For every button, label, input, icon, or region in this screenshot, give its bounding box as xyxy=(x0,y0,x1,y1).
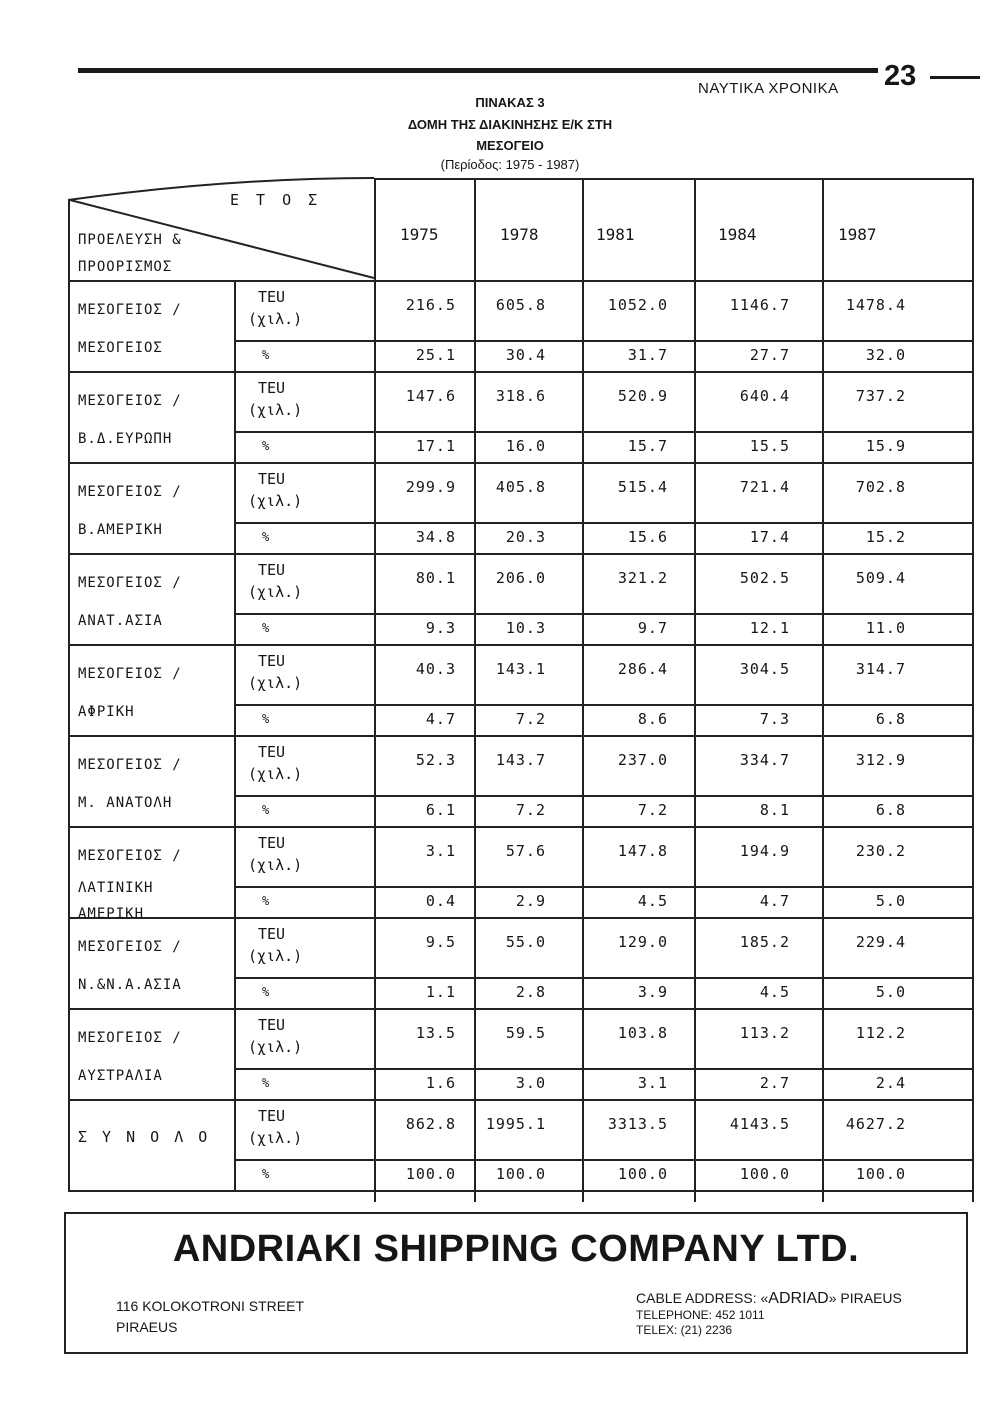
route-destination: Β.ΑΜΕΡΙΚΗ xyxy=(78,522,163,538)
teu-unit-label: (χιλ.) xyxy=(248,492,303,510)
year-header: 1987 xyxy=(838,225,877,244)
table-title: ΠΙΝΑΚΑΣ 3 xyxy=(475,95,545,110)
percent-value: 17.4 xyxy=(749,528,790,546)
percent-value: 6.1 xyxy=(425,801,456,819)
teu-label: TEU xyxy=(258,834,286,852)
year-header: 1975 xyxy=(400,225,439,244)
teu-value: 737.2 xyxy=(855,387,906,405)
teu-label: TEU xyxy=(258,561,286,579)
teu-value: 405.8 xyxy=(495,478,546,496)
sub-row-separator xyxy=(234,431,972,433)
teu-value: 509.4 xyxy=(855,569,906,587)
sub-row-separator xyxy=(234,340,972,342)
row-separator xyxy=(68,917,972,919)
percent-value: 15.6 xyxy=(627,528,668,546)
year-header: 1984 xyxy=(718,225,757,244)
sub-row-separator xyxy=(234,977,972,979)
teu-unit-label: (χιλ.) xyxy=(248,674,303,692)
percent-value: 6.8 xyxy=(875,801,906,819)
teu-unit-label: (χιλ.) xyxy=(248,1129,303,1147)
cable-name: ADRIAD xyxy=(768,1290,829,1307)
teu-value: 147.6 xyxy=(405,387,456,405)
column-separator xyxy=(972,178,974,1202)
sub-row-separator xyxy=(234,795,972,797)
teu-value: 640.4 xyxy=(739,387,790,405)
percent-value: 7.2 xyxy=(515,710,546,728)
teu-value: 3313.5 xyxy=(607,1115,668,1133)
teu-value: 314.7 xyxy=(855,660,906,678)
sub-row-separator xyxy=(234,1159,972,1161)
year-header: 1978 xyxy=(500,225,539,244)
row-separator xyxy=(68,1190,972,1192)
percent-label: % xyxy=(262,985,270,999)
teu-value: 520.9 xyxy=(617,387,668,405)
percent-value: 100.0 xyxy=(617,1165,668,1183)
percent-value: 1.6 xyxy=(425,1074,456,1092)
percent-value: 7.2 xyxy=(637,801,668,819)
percent-value: 100.0 xyxy=(495,1165,546,1183)
teu-value: 206.0 xyxy=(495,569,546,587)
percent-label: % xyxy=(262,1076,270,1090)
teu-value: 13.5 xyxy=(415,1024,456,1042)
teu-value: 40.3 xyxy=(415,660,456,678)
teu-label: TEU xyxy=(258,652,286,670)
cable-suffix: » PIRAEUS xyxy=(828,1290,902,1306)
telephone: TELEPHONE: 452 1011 xyxy=(636,1308,765,1322)
teu-value: 59.5 xyxy=(505,1024,546,1042)
percent-value: 4.7 xyxy=(425,710,456,728)
percent-value: 4.5 xyxy=(759,983,790,1001)
company-name: ANDRIAKI SHIPPING COMPANY LTD. xyxy=(172,1228,860,1270)
percent-value: 3.9 xyxy=(637,983,668,1001)
teu-label: TEU xyxy=(258,379,286,397)
percent-label: % xyxy=(262,348,270,362)
advertisement-box xyxy=(64,1212,968,1354)
column-separator xyxy=(234,280,236,1190)
percent-value: 12.1 xyxy=(749,619,790,637)
teu-value: 515.4 xyxy=(617,478,668,496)
percent-value: 3.1 xyxy=(637,1074,668,1092)
teu-value: 502.5 xyxy=(739,569,790,587)
teu-unit-label: (χιλ.) xyxy=(248,401,303,419)
teu-unit-label: (χιλ.) xyxy=(248,1038,303,1056)
teu-value: 147.8 xyxy=(617,842,668,860)
column-separator xyxy=(582,178,584,1202)
sub-row-separator xyxy=(234,613,972,615)
teu-label: TEU xyxy=(258,743,286,761)
route-destination: Μ. ΑΝΑΤΟΛΗ xyxy=(78,795,173,811)
percent-value: 8.1 xyxy=(759,801,790,819)
percent-value: 4.7 xyxy=(759,892,790,910)
teu-label: TEU xyxy=(258,1107,286,1125)
percent-value: 10.3 xyxy=(505,619,546,637)
teu-value: 229.4 xyxy=(855,933,906,951)
year-header: 1981 xyxy=(596,225,635,244)
table-period: (Περίοδος: 1975 - 1987) xyxy=(440,157,580,172)
percent-value: 100.0 xyxy=(855,1165,906,1183)
cable-prefix: CABLE ADDRESS: « xyxy=(636,1290,769,1306)
percent-value: 7.3 xyxy=(759,710,790,728)
row-separator xyxy=(68,280,972,282)
teu-value: 304.5 xyxy=(739,660,790,678)
teu-value: 1995.1 xyxy=(485,1115,546,1133)
route-origin: ΜΕΣΟΓΕΙΟΣ / xyxy=(78,484,182,500)
row-separator xyxy=(68,553,972,555)
teu-value: 185.2 xyxy=(739,933,790,951)
percent-value: 1.1 xyxy=(425,983,456,1001)
route-origin: ΜΕΣΟΓΕΙΟΣ / xyxy=(78,666,182,682)
table-subtitle-2: ΜΕΣΟΓΕΙΟ xyxy=(476,138,544,153)
percent-value: 15.7 xyxy=(627,437,668,455)
teu-value: 216.5 xyxy=(405,296,456,314)
percent-value: 3.0 xyxy=(515,1074,546,1092)
percent-value: 9.7 xyxy=(637,619,668,637)
sub-row-separator xyxy=(234,522,972,524)
route-origin: ΜΕΣΟΓΕΙΟΣ / xyxy=(78,1030,182,1046)
teu-value: 605.8 xyxy=(495,296,546,314)
percent-value: 30.4 xyxy=(505,346,546,364)
teu-label: TEU xyxy=(258,925,286,943)
teu-label: TEU xyxy=(258,1016,286,1034)
row-separator xyxy=(68,1099,972,1101)
percent-value: 32.0 xyxy=(865,346,906,364)
sub-row-separator xyxy=(234,886,972,888)
teu-value: 143.1 xyxy=(495,660,546,678)
percent-label: % xyxy=(262,439,270,453)
percent-value: 27.7 xyxy=(749,346,790,364)
percent-value: 34.8 xyxy=(415,528,456,546)
teu-value: 52.3 xyxy=(415,751,456,769)
route-destination: Β.Δ.ΕΥΡΩΠΗ xyxy=(78,431,173,447)
teu-value: 312.9 xyxy=(855,751,906,769)
percent-value: 4.5 xyxy=(637,892,668,910)
telex: TELEX: (21) 2236 xyxy=(636,1323,733,1337)
percent-value: 11.0 xyxy=(865,619,906,637)
teu-value: 4627.2 xyxy=(845,1115,906,1133)
percent-value: 20.3 xyxy=(505,528,546,546)
percent-value: 5.0 xyxy=(875,892,906,910)
teu-unit-label: (χιλ.) xyxy=(248,310,303,328)
route-destination: ΑΦΡΙΚΗ xyxy=(78,704,135,720)
teu-unit-label: (χιλ.) xyxy=(248,947,303,965)
row-separator xyxy=(68,371,972,373)
percent-value: 25.1 xyxy=(415,346,456,364)
corner-arc xyxy=(68,178,374,200)
teu-value: 113.2 xyxy=(739,1024,790,1042)
teu-label: TEU xyxy=(258,470,286,488)
teu-value: 334.7 xyxy=(739,751,790,769)
teu-unit-label: (χιλ.) xyxy=(248,856,303,874)
company-address-street: 116 KOLOKOTRONI STREET xyxy=(116,1298,305,1314)
row-separator xyxy=(68,462,972,464)
teu-value: 318.6 xyxy=(495,387,546,405)
teu-value: 230.2 xyxy=(855,842,906,860)
route-destination: Ν.&Ν.Α.ΑΣΙΑ xyxy=(78,977,182,993)
percent-value: 0.4 xyxy=(425,892,456,910)
percent-value: 7.2 xyxy=(515,801,546,819)
route-origin: ΜΕΣΟΓΕΙΟΣ / xyxy=(78,848,182,864)
route-destination: ΑΥΣΤΡΑΛΙΑ xyxy=(78,1068,163,1084)
route-destination-cont: ΑΜΕΡΙΚΗ xyxy=(78,906,145,922)
percent-value: 2.4 xyxy=(875,1074,906,1092)
percent-value: 9.3 xyxy=(425,619,456,637)
percent-value: 6.8 xyxy=(875,710,906,728)
teu-value: 129.0 xyxy=(617,933,668,951)
percent-value: 100.0 xyxy=(405,1165,456,1183)
row-separator xyxy=(68,644,972,646)
sub-row-separator xyxy=(234,1068,972,1070)
teu-value: 194.9 xyxy=(739,842,790,860)
column-separator xyxy=(374,178,376,1202)
sub-row-separator xyxy=(234,704,972,706)
corner-year-label: Ε Τ Ο Σ xyxy=(230,191,322,209)
company-address-city: PIRAEUS xyxy=(116,1319,178,1335)
percent-label: % xyxy=(262,530,270,544)
row-separator xyxy=(68,1008,972,1010)
percent-value: 100.0 xyxy=(739,1165,790,1183)
column-separator xyxy=(474,178,476,1202)
route-destination: ΜΕΣΟΓΕΙΟΣ xyxy=(78,340,163,356)
total-label: Σ Υ Ν Ο Λ Ο xyxy=(78,1128,211,1146)
percent-value: 2.9 xyxy=(515,892,546,910)
column-separator xyxy=(822,178,824,1202)
teu-value: 55.0 xyxy=(505,933,546,951)
percent-value: 17.1 xyxy=(415,437,456,455)
cable-address xyxy=(636,1290,902,1307)
teu-value: 9.5 xyxy=(425,933,456,951)
percent-label: % xyxy=(262,894,270,908)
column-separator xyxy=(694,178,696,1202)
teu-value: 721.4 xyxy=(739,478,790,496)
percent-value: 31.7 xyxy=(627,346,668,364)
teu-value: 862.8 xyxy=(405,1115,456,1133)
corner-destination-label: ΠΡΟΟΡΙΣΜΟΣ xyxy=(78,259,173,275)
teu-unit-label: (χιλ.) xyxy=(248,765,303,783)
route-destination: ΛΑΤΙΝΙΚΗ xyxy=(78,880,154,896)
percent-value: 15.5 xyxy=(749,437,790,455)
teu-value: 103.8 xyxy=(617,1024,668,1042)
teu-value: 1478.4 xyxy=(845,296,906,314)
percent-value: 2.7 xyxy=(759,1074,790,1092)
teu-value: 237.0 xyxy=(617,751,668,769)
teu-value: 1052.0 xyxy=(607,296,668,314)
teu-label: TEU xyxy=(258,288,286,306)
percent-value: 16.0 xyxy=(505,437,546,455)
teu-value: 80.1 xyxy=(415,569,456,587)
corner-origin-label: ΠΡΟΕΛΕΥΣΗ & xyxy=(78,232,182,248)
table-subtitle-1: ΔΟΜΗ ΤΗΣ ΔΙΑΚΙΝΗΣΗΣ Ε/Κ ΣΤΗ xyxy=(407,117,613,132)
route-origin: ΜΕΣΟΓΕΙΟΣ / xyxy=(78,939,182,955)
teu-value: 4143.5 xyxy=(729,1115,790,1133)
route-origin: ΜΕΣΟΓΕΙΟΣ / xyxy=(78,302,182,318)
percent-value: 15.2 xyxy=(865,528,906,546)
publication-name: ΝΑΥΤΙΚΑ ΧΡΟΝΙΚΑ xyxy=(698,80,839,97)
table-top-border xyxy=(374,178,972,180)
teu-value: 143.7 xyxy=(495,751,546,769)
page-number: 23 xyxy=(884,60,917,92)
column-separator xyxy=(68,200,70,1190)
route-origin: ΜΕΣΟΓΕΙΟΣ / xyxy=(78,393,182,409)
corner-diagonal xyxy=(0,0,1000,300)
teu-value: 112.2 xyxy=(855,1024,906,1042)
route-origin: ΜΕΣΟΓΕΙΟΣ / xyxy=(78,575,182,591)
row-separator xyxy=(68,735,972,737)
percent-value: 5.0 xyxy=(875,983,906,1001)
percent-value: 8.6 xyxy=(637,710,668,728)
percent-label: % xyxy=(262,621,270,635)
percent-value: 2.8 xyxy=(515,983,546,1001)
percent-label: % xyxy=(262,712,270,726)
route-destination: ΑΝΑΤ.ΑΣΙΑ xyxy=(78,613,163,629)
teu-value: 299.9 xyxy=(405,478,456,496)
teu-value: 702.8 xyxy=(855,478,906,496)
teu-value: 1146.7 xyxy=(729,296,790,314)
teu-value: 57.6 xyxy=(505,842,546,860)
teu-value: 3.1 xyxy=(425,842,456,860)
route-origin: ΜΕΣΟΓΕΙΟΣ / xyxy=(78,757,182,773)
row-separator xyxy=(68,826,972,828)
percent-label: % xyxy=(262,1167,270,1181)
teu-value: 321.2 xyxy=(617,569,668,587)
percent-value: 15.9 xyxy=(865,437,906,455)
teu-unit-label: (χιλ.) xyxy=(248,583,303,601)
percent-label: % xyxy=(262,803,270,817)
teu-value: 286.4 xyxy=(617,660,668,678)
